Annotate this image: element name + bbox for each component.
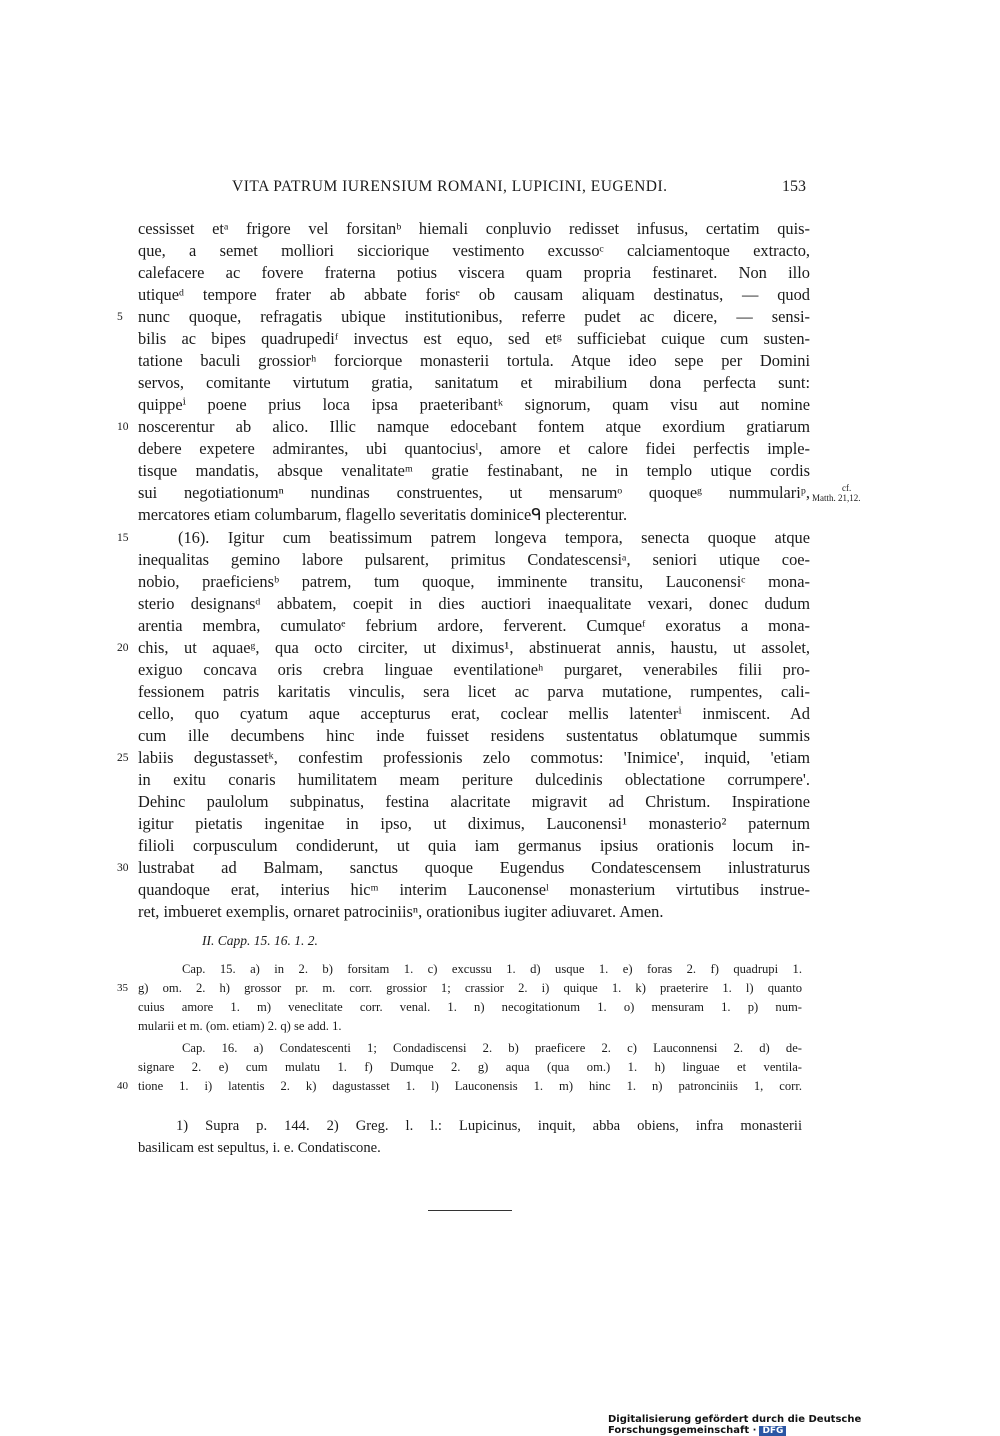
text-line: utiqueᵈ tempore frater ab abbate forisᵉ ob causam aliquam destinatus, — quod [138, 285, 810, 304]
text-line: filioli corpusculum condiderunt, ut quia iam germanus ipsius orationis locum in- [138, 836, 810, 855]
footnote-line: 1) Supra p. 144. 2) Greg. l. l.: Lupicinus, inquit, abba obiens, infra monasterii [176, 1118, 802, 1134]
text-line: tisque mandatis, absque venalitateᵐ gratie festinabant, ne in templo utique cordis [138, 461, 810, 480]
text-line: cello, quo cyatum aque accepturus erat, coclear mellis latenterⁱ inmiscent. Ad [138, 704, 810, 723]
text-line: mercatores etiam columbarum, flagello severitatis dominiceᑫ plecterentur. [138, 505, 628, 524]
digitization-credit [608, 1414, 1000, 1436]
text-line: chis, ut aquaeᵍ, qua octo circiter, ut diximus¹, abstinuerat annis, haustu, ut assolet, [138, 638, 810, 657]
text-line: igitur pietatis ingenitae in ipso, ut diximus, Lauconensi¹ monasterio² paternum [138, 814, 810, 833]
apparatus-line: Cap. 15. a) in 2. b) forsitam 1. c) excussu 1. d) usque 1. e) foras 2. f) quadrupi 1. [182, 962, 802, 976]
apparatus-line-number: 40 [117, 1080, 128, 1092]
text-line: cessisset etᵃ frigore vel forsitanᵇ hiemali conpluvio redisset infusus, certatim quis- [138, 219, 810, 238]
line-number: 10 [117, 421, 129, 433]
text-line: fessionem patris karitatis vinculis, sera licet ac parva mutatione, rumpentes, cali- [138, 682, 810, 701]
text-line: arentia membra, cumulatoᵉ febrium ardore, ferverent. Cumqueᶠ exoratus a mona- [138, 616, 810, 635]
apparatus-line: signare 2. e) cum mulatu 1. f) Dumque 2. g) aqua (qua om.) 1. h) linguae et ventila- [138, 1060, 802, 1074]
text-line: labiis degustassetᵏ, confestim professionis zelo commotus: 'Inimice', inquid, 'etiam [138, 748, 810, 767]
text-line: ret, imbueret exemplis, ornaret patrociniisⁿ, orationibus iugiter adiuvaret. Amen. [138, 902, 664, 921]
text-line: que, a semet molliori sicciorique vestimento excussoᶜ calciamentoque extracto, [138, 241, 810, 260]
text-line: quippeⁱ poene prius loca ipsa praeteribantᵏ signorum, quam visu aut nomine [138, 395, 810, 414]
text-line: noscerentur ab alico. Illic namque edocebant fontem atque exordium gratiarum [138, 417, 810, 436]
apparatus-line-number: 35 [117, 982, 128, 994]
text-line: quandoque erat, interius hicᵐ interim Lauconenseˡ monasterium virtutibus instrue- [138, 880, 810, 899]
apparatus-heading: II. Capp. 15. 16. 1. 2. [202, 933, 318, 948]
margin-note-cf: cf. [842, 483, 852, 493]
running-title: VITA PATRUM IURENSIUM ROMANI, LUPICINI, EUGENDI. [232, 178, 668, 195]
text-line: lustrabat ad Balmam, sanctus quoque Eugendus Condatescensem inlustraturus [138, 858, 810, 877]
line-number: 30 [117, 862, 129, 874]
apparatus-line: tione 1. i) latentis 2. k) dagustasset 1. l) Lauconensis 1. m) hinc 1. n) patronciniis 1, corr. [138, 1079, 802, 1093]
text-line: tatione baculi grossiorʰ forciorque monasterii tortula. Atque ideo sepe per Domini [138, 351, 810, 370]
text-line: nunc quoque, refragatis ubique institutionibus, referre pudet ac dicere, — sensi- [138, 307, 810, 326]
line-number: 20 [117, 642, 129, 654]
end-rule [428, 1210, 512, 1211]
text-line: nobio, praeficiensᵇ patrem, tum quoque, imminente transitu, Lauconensiᶜ mona- [138, 572, 810, 591]
text-line: cum ille decumbens hinc inde fuisset residens sustentatus oblatumque summis [138, 726, 810, 745]
line-number: 5 [117, 311, 123, 323]
apparatus-line: cuius amore 1. m) veneclitate corr. venal. 1. n) necogitationum 1. o) mensuram 1. p) num- [138, 1000, 802, 1014]
text-line: (16). Igitur cum beatissimum patrem longeva tempora, senecta quoque atque [178, 528, 810, 547]
apparatus-line: g) om. 2. h) grossor pr. m. corr. grossior 1; crassior 2. i) quique 1. k) praeterire 1. l) quanto [138, 981, 802, 995]
page-number: 153 [782, 178, 806, 195]
credit-text: Digitalisierung gefördert durch die Deutsche Forschungsgemeinschaft · [608, 1414, 862, 1436]
apparatus-line: Cap. 16. a) Condatescenti 1; Condadiscensi 2. b) praeficere 2. c) Lauconnensi 2. d) de- [182, 1041, 802, 1055]
text-line: sterio designansᵈ abbatem, coepit in dies auctiori inaequalitate vexari, donec dudum [138, 594, 810, 613]
text-line: servos, comitante virtutum gratia, sanitatum et mirabilium dona perfecta sunt: [138, 373, 810, 392]
text-line: sui negotiationumⁿ nundinas construentes, ut mensarumᵒ quoqueᵍ nummulariᵖ, [138, 483, 810, 502]
line-number: 25 [117, 752, 129, 764]
text-line: inequalitas gemino labore pulsarent, primitus Condatescensiᵃ, seniori utique coe- [138, 550, 810, 569]
footnote-line: basilicam est sepultus, i. e. Condatiscone. [138, 1140, 381, 1156]
text-line: Dehinc paulolum subpinatus, festina alacritate migravit ad Christum. Inspiratione [138, 792, 810, 811]
text-line: calefacere ac fovere fraterna potius viscera quam propria festinaret. Non illo [138, 263, 810, 282]
text-line: exiguo concava oris crebra linguae eventilationeʰ purgaret, venerabiles filii pro- [138, 660, 810, 679]
text-line: debere expetere admirantes, ubi quantociusˡ, amore et calore fidei perfectis imple- [138, 439, 810, 458]
apparatus-line: mularii et m. (om. etiam) 2. q) se add. 1. [138, 1019, 342, 1033]
text-line: bilis ac bipes quadrupediᶠ invectus est equo, sed etᵍ sufficiebat cuique cum susten- [138, 329, 810, 348]
margin-note-ref: Matth. 21,12. [812, 493, 861, 503]
line-number: 15 [117, 532, 129, 544]
dfg-logo: DFG [759, 1426, 786, 1436]
text-line: in exitu conaris humilitatem meam periture dulcedinis oblectatione corrumpere'. [138, 770, 810, 789]
